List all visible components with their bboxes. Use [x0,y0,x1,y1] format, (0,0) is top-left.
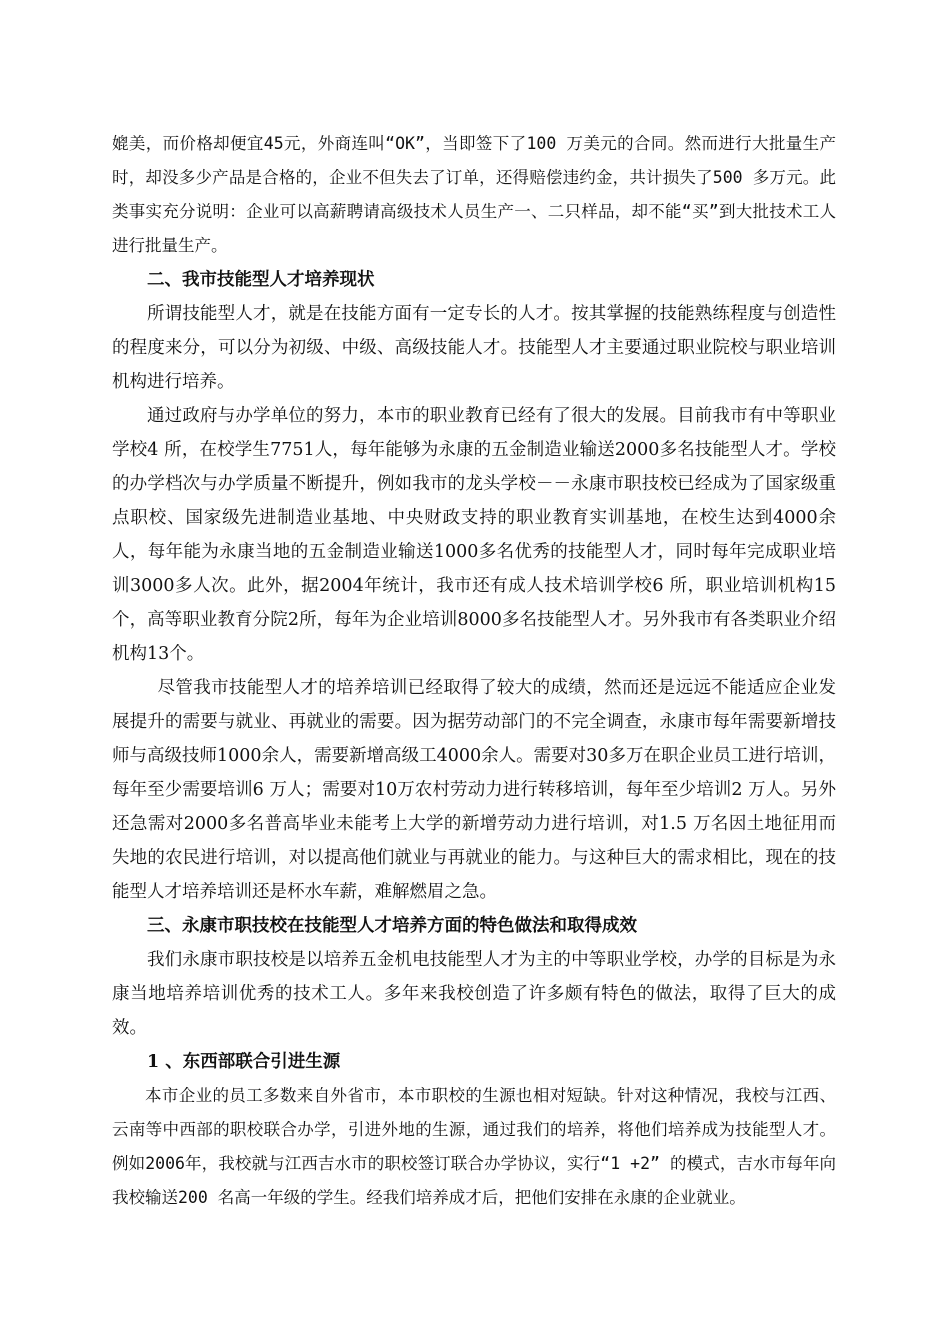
section-2-paragraph-2: 通过政府与办学单位的努力，本市的职业教育已经有了很大的发展。目前我市有中等职业学校4 所，在校学生7751人，每年能够为永康的五金制造业输送2000多名技能型人才。学校的办学档次与办学质量不断提升，例如我市的龙头学校－－永康市职技校已经成为了国家级重点职校、国家级先进制造业基地、中央财政支持的职业教育实训基地，在校生达到4000余人，每年能为永康当地的五金制造业输送1000多名优秀的技能型人才，同时每年完成职业培训3000多人次。此外，据2004年统计，我市还有成人技术培训学校6 所，职业培训机构15个，高等职业教育分院2所，每年为企业培训8000多名技能型人才。另外我市有各类职业介绍机构13个。 [112,406,836,664]
section-2-paragraph-3: 尽管我市技能型人才的培养培训已经取得了较大的成绩，然而还是远远不能适应企业发展提升的需要与就业、再就业的需要。因为据劳动部门的不完全调查，永康市每年需要新增技师与高级技师1000余人，需要新增高级工4000余人。需要对30多万在职企业员工进行培训，每年至少需要培训6 万人；需要对10万农村劳动力进行转移培训，每年至少培训2 万人。另外还急需对2000多名普高毕业未能考上大学的新增劳动力进行培训，对1.5 万名因土地征用而失地的农民进行培训，对以提高他们就业与再就业的能力。与这种巨大的需求相比，现在的技能型人才培养培训还是杯水车薪，难解燃眉之急。 [112,678,836,902]
section-3-paragraph-1: 我们永康市职技校是以培养五金机电技能型人才为主的中等职业学校，办学的目标是为永康当地培养培训优秀的技术工人。多年来我校创造了许多颇有特色的做法，取得了巨大的成效。 [112,950,836,1038]
section-2-paragraph-1: 所谓技能型人才，就是在技能方面有一定专长的人才。按其掌握的技能熟练程度与创造性的程度来分，可以分为初级、中级、高级技能人才。技能型人才主要通过职业院校与职业培训机构进行培养。 [112,304,836,392]
subsection-1-paragraph-1: 本市企业的员工多数来自外省市，本市职校的生源也相对短缺。针对这种情况，我校与江西、云南等中西部的职校联合办学，引进外地的生源，通过我们的培养，将他们培养成为技能型人才。例如2006年，我校就与江西吉水市的职校签订联合办学协议，实行“1 +2” 的模式，吉水市每年向我校输送200 名高一年级的学生。经我们培养成才后，把他们安排在永康的企业就业。 [112,1086,836,1207]
document-body [112,127,836,1215]
intro-paragraph: 媲美，而价格却便宜45元，外商连叫“OK”，当即签下了100 万美元的合同。然而进行大批量生产时，却没多少产品是合格的，企业不但失去了订单，还得赔偿违约金，共计损失了500 多万元。此类事实充分说明：企业可以高薪聘请高级技术人员生产一、二只样品，却不能“买”到大批技术工人进行批量生产。 [112,134,836,255]
section-2-heading: 二、我市技能型人才培养现状 [147,270,375,290]
subsection-1-heading: 1 、东西部联合引进生源 [147,1052,341,1072]
section-3-heading: 三、永康市职技校在技能型人才培养方面的特色做法和取得成效 [147,916,637,936]
